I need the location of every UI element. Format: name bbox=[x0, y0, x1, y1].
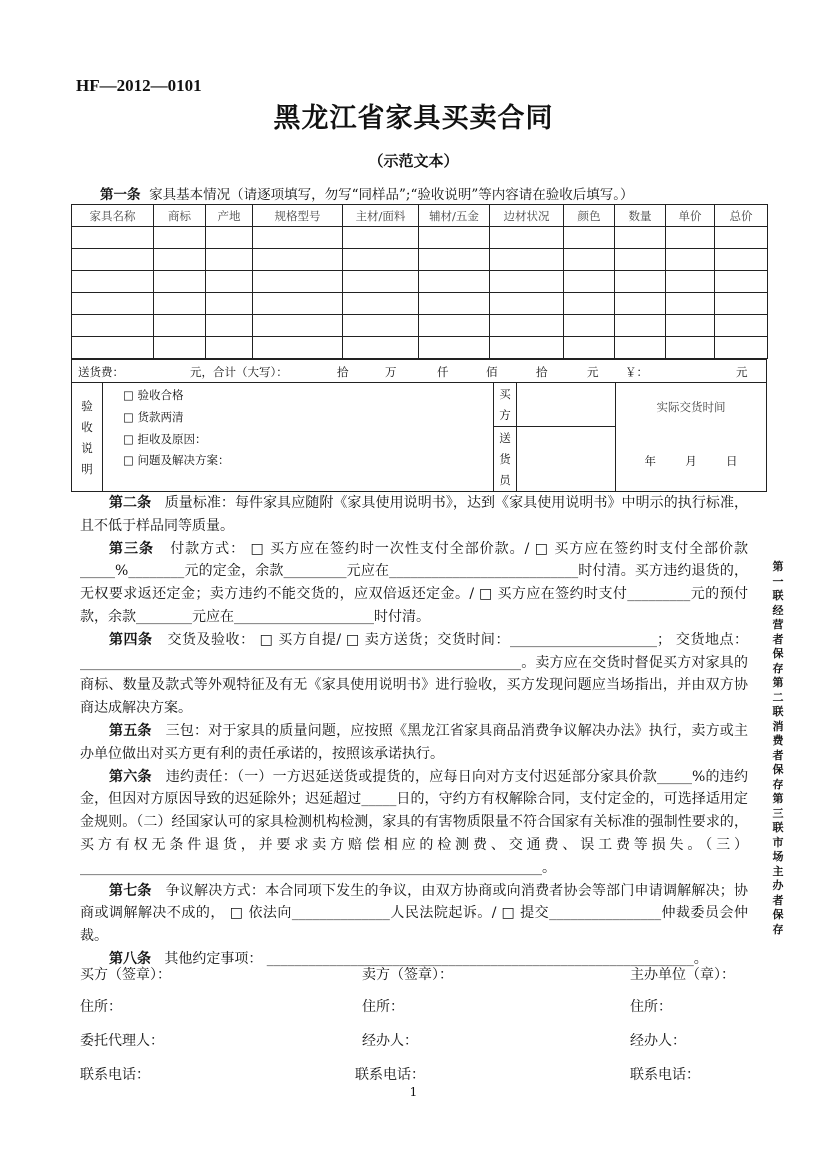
article-1 bbox=[100, 183, 634, 203]
buyer-signature-label: 买方（签章）： bbox=[80, 967, 171, 983]
article-5-text: 三包：对于家具的质量问题，应按照《黑龙江省家具商品消费争议解决办法》执行，卖方或主办单位做出对买方更有利的责任承诺的，按照该承诺执行。 bbox=[80, 722, 749, 762]
buyer-phone-label: 联系电话： bbox=[80, 1067, 150, 1083]
seller-phone-label: 联系电话： bbox=[355, 1067, 425, 1083]
delivery-label-cell bbox=[493, 426, 517, 492]
article-3-label: 第三条 bbox=[109, 540, 154, 557]
header-cell: 商标 bbox=[154, 205, 206, 227]
article-1-text: 家具基本情况（请逐项填写，勿写“同样品”;“验收说明”等内容请在验收后填写。） bbox=[149, 187, 634, 203]
option-accepted-checkbox[interactable]: □ 验收合格 bbox=[123, 388, 184, 402]
actual-delivery-time-cell bbox=[615, 382, 767, 492]
delivery-label-char: 货 bbox=[499, 452, 511, 466]
table-row[interactable] bbox=[72, 315, 768, 337]
article-4-text: 交货及验收： □ 买方自提/ □ 卖方送货；交货时间：_____________________； 交货地点：_______________________________________________________________。卖方应在交货时督促买方对家具的商标、数量及款式等外观特征及有无《家具使用说明书》进行验收，买方发现问题应当场指出，并由双方协商达成解决方案。 bbox=[80, 631, 749, 717]
article-2-text: 质量标准：每件家具应随附《家具使用说明书》，达到《家具使用说明书》中明示的执行标准，且不低于样品同等质量。 bbox=[80, 495, 749, 534]
header-cell: 家具名称 bbox=[72, 205, 154, 227]
delivery-label-char: 送 bbox=[499, 431, 511, 445]
furniture-table bbox=[71, 204, 768, 359]
table-row[interactable] bbox=[72, 271, 768, 293]
article-8-label: 第八条 bbox=[109, 950, 151, 967]
host-signature-label: 主办单位（章）： bbox=[630, 967, 735, 983]
option-rejected-checkbox[interactable]: □ 拒收及原因： bbox=[123, 432, 207, 446]
unit-bai: 佰 bbox=[486, 365, 498, 379]
acceptance-label-char: 明 bbox=[81, 462, 93, 476]
actual-delivery-time-label: 实际交货时间 bbox=[656, 400, 726, 414]
unit-shi-wan: 拾 bbox=[337, 365, 349, 379]
delivery-label-char: 员 bbox=[499, 473, 511, 487]
article-3-text: 付款方式： □ 买方应在签约时一次性支付全部价款。/ □ 买方应在签约时支付全部价款_____%________元的定金，余款_________元应在___________________________时付清。买方违约退货的，无权要求返还定金；卖方违约不能交货的，应双倍返还定金。/ □ 买方应在签约时支付_________元的预付款，余款________元应在____________________时付清。 bbox=[80, 540, 748, 625]
article-7 bbox=[80, 880, 748, 948]
article-3 bbox=[80, 538, 748, 629]
contract-subtitle: （示范文本） bbox=[368, 152, 459, 170]
article-6-label: 第六条 bbox=[109, 768, 152, 785]
copy-distribution-note: 第一联 经营者保存 第二联 消费者保存 第三联 市场主办者保存 bbox=[772, 560, 784, 936]
article-2 bbox=[80, 492, 748, 538]
acceptance-label-cell bbox=[71, 382, 103, 492]
article-4-label: 第四条 bbox=[109, 631, 153, 648]
article-6-text: 违约责任：（一）一方迟延送货或提货的，应每日向对方支付迟延部分家具价款_____%的违约金，但因对方原因导致的迟延除外；迟延超过_____日的，守约方有权解除合同，支付定金的，可选择适用定金规则。（二）经国家认可的家具检测机构检测，家具的有害物质限量不符合国家有关标准的强制性要求的，买方有权无条件退货，并要求卖方赔偿相应的检测费、交通费、误工费等损失。（三）__________________________________________________________________。 bbox=[80, 768, 749, 876]
delivery-sign-cell[interactable] bbox=[516, 426, 616, 492]
host-phone-label: 联系电话： bbox=[630, 1067, 700, 1083]
article-5 bbox=[80, 720, 748, 766]
article-7-label: 第七条 bbox=[109, 882, 152, 899]
article-5-label: 第五条 bbox=[109, 722, 152, 739]
header-cell: 单价 bbox=[666, 205, 715, 227]
table-header-row bbox=[72, 205, 768, 227]
header-cell: 主材/面料 bbox=[343, 205, 419, 227]
option-issue-checkbox[interactable]: □ 问题及解决方案： bbox=[123, 453, 230, 467]
buyer-sign-cell[interactable] bbox=[516, 382, 616, 427]
article-7-text: 争议解决方式：本合同项下发生的争议，由双方协商或向消费者协会等部门申请调解解决；协商或调解解决不成的， □ 依法向______________人民法院起诉。/ □ 提交________________仲裁委员会仲裁。 bbox=[80, 882, 749, 945]
acceptance-label-char: 验 bbox=[81, 399, 93, 413]
acceptance-label-char: 收 bbox=[81, 420, 93, 434]
article-4 bbox=[80, 629, 748, 720]
table-row[interactable] bbox=[72, 227, 768, 249]
table-row[interactable] bbox=[72, 293, 768, 315]
contract-title: 黑龙江省家具买卖合同 bbox=[273, 103, 554, 134]
header-cell: 产地 bbox=[206, 205, 253, 227]
buyer-label-char: 方 bbox=[499, 408, 511, 422]
total-amount-label: 元，合计（大写）： bbox=[190, 365, 288, 379]
seller-address-label: 住所： bbox=[362, 999, 404, 1015]
unit-wan: 万 bbox=[385, 365, 397, 379]
article-2-label: 第二条 bbox=[109, 495, 152, 511]
header-cell: 颜色 bbox=[564, 205, 615, 227]
unit-yuan: 元 bbox=[587, 365, 599, 379]
unit-qian: 仟 bbox=[437, 365, 449, 379]
table-row[interactable] bbox=[72, 337, 768, 359]
article-8-text: 其他约定事项： _____________________________________________________________。 bbox=[164, 950, 708, 967]
acceptance-section bbox=[71, 382, 767, 492]
page-number: 1 bbox=[409, 1085, 418, 1099]
header-cell: 辅材/五金 bbox=[419, 205, 490, 227]
delivery-date: 年 月 日 bbox=[644, 454, 738, 468]
header-cell: 规格型号 bbox=[253, 205, 343, 227]
header-cell: 总价 bbox=[715, 205, 768, 227]
seller-handler-label: 经办人： bbox=[362, 1033, 418, 1049]
buyer-label-cell bbox=[493, 382, 517, 427]
articles-body bbox=[80, 492, 748, 971]
header-cell: 边材状况 bbox=[490, 205, 564, 227]
buyer-agent-label: 委托代理人： bbox=[80, 1033, 164, 1049]
yen-unit: 元 bbox=[736, 365, 748, 379]
option-paid-checkbox[interactable]: □ 货款两清 bbox=[123, 410, 184, 424]
seller-signature-label: 卖方（签章）： bbox=[362, 967, 453, 983]
delivery-fee-label: 送货费： bbox=[78, 365, 124, 379]
header-cell: 数量 bbox=[615, 205, 666, 227]
unit-shi: 拾 bbox=[536, 365, 548, 379]
article-1-label: 第一条 bbox=[100, 187, 141, 203]
buyer-label-char: 买 bbox=[499, 387, 511, 401]
host-handler-label: 经办人： bbox=[630, 1033, 686, 1049]
host-address-label: 住所： bbox=[630, 999, 672, 1015]
delivery-fee-row bbox=[71, 359, 767, 383]
table-row[interactable] bbox=[72, 249, 768, 271]
article-6 bbox=[80, 766, 748, 880]
acceptance-label-char: 说 bbox=[81, 441, 93, 455]
document-code: HF—2012—0101 bbox=[76, 76, 202, 95]
yen-label: ￥： bbox=[625, 365, 648, 379]
buyer-address-label: 住所： bbox=[80, 999, 122, 1015]
